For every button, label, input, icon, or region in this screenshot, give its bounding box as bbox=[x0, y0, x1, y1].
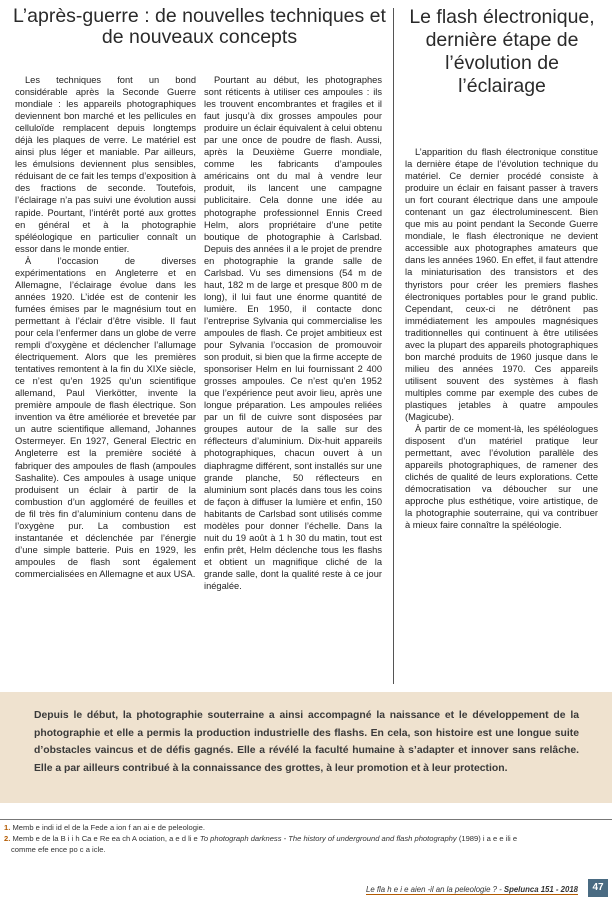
column-divider bbox=[393, 8, 394, 684]
page-number: 47 bbox=[588, 879, 608, 897]
running-footer-title: Le fla h e i e aien -il an la peleologie ? - bbox=[366, 885, 504, 894]
paragraph: L’apparition du flash électronique constitue la dernière étape de l’évolution technique du matériel. Ce dernier procédé consiste à produire un éclair en faisant passer à travers un fort courant électrique dans une ampoule contenant un gaz électroluminescent. Bien que mis au point pendant la Seconde Guerre mondiale, le flash électronique ne devient accessible aux photographes amateurs que dans les années 1960. En effet, il faut attendre la miniaturisation des transistors et des thyristors pour créer les premiers flashes électroniques portables pour le grand public. Cependant, ceux-ci ne détrônent pas immédiatement les ampoules magnésiques traditionnelles qui continuent à être utilisées avec la plupart des appareils photographiques bon marché produits de 1960 jusque dans le milieu des années 1970. Ces appareils utilisent souvent des systèmes à flash multiples comme par exemple des cubes de plastiques jetables à quatre ampoules (Magicube). bbox=[405, 147, 598, 423]
article-column-2 bbox=[204, 74, 382, 592]
article-column-1 bbox=[15, 74, 196, 580]
footnote-2-continued bbox=[11, 845, 106, 854]
footnote-book-title: To photograph darkness - The history of underground and flash photography bbox=[199, 834, 457, 843]
journal-issue: Spelunca 151 - 2018 bbox=[503, 885, 578, 894]
footnote-number: 2. bbox=[4, 834, 11, 843]
footnote-2 bbox=[4, 834, 517, 843]
footnote-text: comme efe ence po c a icle. bbox=[11, 845, 106, 854]
footnote-1 bbox=[4, 823, 205, 832]
footnote-text-after: (1989) i a e e ili e bbox=[456, 834, 518, 843]
footnote-text: Memb e indi id el de la Fede a ion f an ai e de peleologie. bbox=[12, 823, 205, 832]
summary-text: Depuis le début, la photographie souterraine a ainsi accompagné la naissance et le développement de la photographie et elle a permis la production industrielle des flashs. En cela, son histoire est une longue suite d’obstacles vaincus et de défis gagnés. Elle a révélé la faculté humaine à s’adapter et innover sans relâche. Elle a par ailleurs contribué à la connaissance des grottes, à leur promotion et à leur protection. bbox=[34, 710, 579, 774]
paragraph: Pourtant au début, les photographes sont réticents à utiliser ces ampoules : ils les trouvent encombrantes et fragiles et il faut jusqu’à dix grosses ampoules pour produire un éclair équivalent à celui obtenu par une once de poudre de flash. Aussi, après la Deuxième Guerre mondiale, comme les fabricants d’ampoules américains ont du mal à vendre leur produit, ils lancent une campagne publicitaire. Cela donne une idée au photographe professionnel Ennis Creed Helm, alors propriétaire d’une petite boutique de photographie à Carlsbad. Depuis des années il a le projet de prendre en photographie la grande salle de Carlsbad. Vu ses dimensions (54 m de haut, 182 m de large et presque 800 m de long), il lui faut une énorme quantité de lumière. En 1950, il contacte donc l’entreprise Sylvania qui commercialise les ampoules de flash. Ce projet ambitieux est pour Sylvania l’occasion de promouvoir son produit, si bien que la firme accepte de sponsoriser Helm en lui fournissant 2 400 grosses ampoules. Ce n’est qu’en 1952 que l’expérience peut avoir lieu, après une longue préparation. Les ampoules reliées par un fil de cuivre sont disposées par groupes autour de la salle sur des réflecteurs d’aluminium. Dix-huit appareils photographiques, chacun ouvert à un diaphragme différent, sont installés sur une grande planche, 50 réflecteurs en aluminium sont placés dans tous les coins de façon à diffuser la lumière et enfin, 150 habitants de Carlsbad sont utilisés comme modèles pour donner l’échelle. Dans la nuit du 19 août à 1 h 30 du matin, tout est enfin prêt, Helm déclenche tous les flashs et obtient un magnifique cliché de la grande salle, dont la qualité reste à ce jour inégalée. bbox=[204, 75, 382, 591]
footnote-rule bbox=[0, 819, 612, 820]
paragraph: À partir de ce moment-là, les spéléologues disposent d’un matériel pratique leur permettant, avec l’évolution parallèle des appareils photographiques, de ramener des clichés de qualité de leurs explorations. Cette démocratisation va déboucher sur une approche plus esthétique, voire artistique, de la photographie souterraine, qui va contribuer à mieux faire connaître la spéléologie. bbox=[405, 424, 598, 531]
paragraph: Les techniques font un bond considérable après la Seconde Guerre mondiale : les appareils photographiques deviennent bon marché et les pellicules en celluloïde remplacent depuis longtemps déjà les plaques de verre. Le matériel est ainsi plus léger et maniable. Par ailleurs, les émulsions deviennent plus sensibles, réduisant de ce fait les temps d’exposition à des fractions de seconde. Toutefois, l’éclairage n’a pas suivi une évolution aussi rapide. Pourtant, l’intérêt porté aux grottes en général et à la photographie spéléologique en particulier connaît un essor dans le monde entier. bbox=[15, 75, 196, 254]
footnote-number: 1. bbox=[4, 823, 11, 832]
running-footer bbox=[366, 885, 578, 895]
sidebar-title: Le flash électronique, dernière étape de l’évolution de l’éclairage bbox=[409, 6, 595, 97]
footnote-text: Memb e de la B i i h Ca e Re ea ch A ociation, a e d li e bbox=[12, 834, 200, 843]
paragraph: À l’occasion de diverses expérimentations en Angleterre et en Allemagne, l’éclairage évolue dans les années 1920. L’idée est de contenir les fumées émises par le magnésium tout en permettant à l’éclair d’être visible. Il faut pour cela l’enfermer dans un globe de verre rempli d’oxygène et déclencher l’allumage électriquement. Alors que les premières tentatives remontent à la fin du XIXe siècle, ce n’est qu’en 1925 qu’un scientifique allemand, Paul Vierkötter, invente la première ampoule de flash électrique. Son invention va être améliorée et brevetée par un autre scientifique allemand, Johannes Ostermeyer. En 1927, General Electric en Angleterre est la première société à fabriquer des ampoules de flash (ampoules Sashalite). Ces ampoules à usage unique produisent un éclair à partir de la combustion d’un aggloméré de feuilles et de fil très fin d’aluminium contenu dans de l’oxygène pur. La combustion est instantanée et déclenchée par l’énergie d’une simple batterie. Puis en 1929, les ampoules de flash sont également commercialisées en Allemagne et aux USA. bbox=[15, 255, 196, 579]
article-title: L’après-guerre : de nouvelles techniques et de nouveaux concepts bbox=[13, 5, 386, 48]
sidebar-column bbox=[405, 146, 598, 532]
summary-box bbox=[0, 692, 612, 803]
